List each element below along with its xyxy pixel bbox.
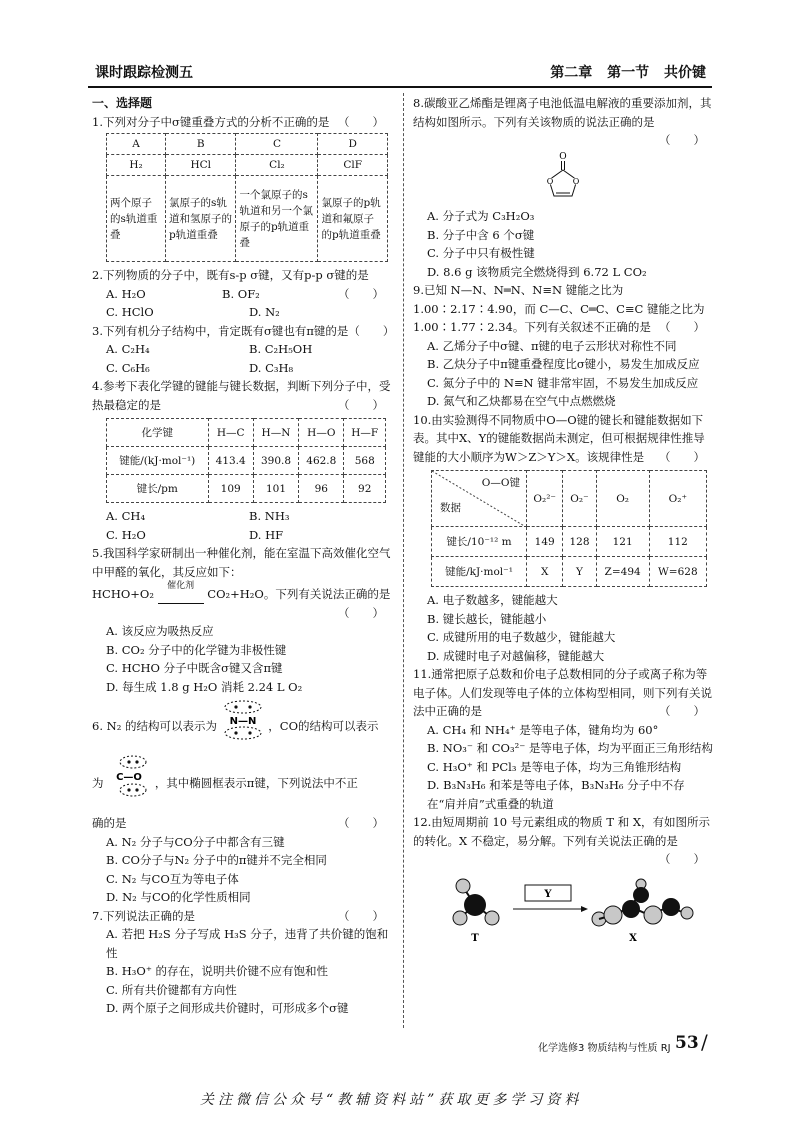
q9-option: C. 氮分子中的 N≡N 键非常牢固，不易发生加成反应 xyxy=(427,375,699,390)
q4-table xyxy=(106,418,386,503)
q7-stem: 7.下列说法正确的是 xyxy=(92,908,195,923)
q10-stem: 10.由实验测得不同物质中O—O键的键长和键能数据如下表。其中X、Y的键能数据尚未测定，但可根据规律性推导键能的大小顺序为W＞Z＞Y＞X。该规律性是 xyxy=(413,412,705,464)
q4-option: D. HF xyxy=(249,527,284,542)
reaction-diagram xyxy=(413,854,713,954)
q4-option: A. CH₄ xyxy=(106,509,146,523)
section-title: 一、选择题 xyxy=(92,96,153,110)
q4-energy: 413.4 xyxy=(208,447,253,475)
q4-length: 96 xyxy=(299,475,344,503)
q1-desc: 一个氯原子的s轨道和另一个氯原子的p轨道重叠 xyxy=(236,176,318,262)
q3-option: B. C₂H₅OH xyxy=(249,342,313,356)
left-column xyxy=(92,94,395,1018)
header-right: 第二章 第一节 共价键 xyxy=(550,65,706,81)
question-9 xyxy=(413,281,713,411)
q2-option: C. HClO xyxy=(106,305,154,319)
q8-option: D. 8.6 g 该物质完全燃烧得到 6.72 L CO₂ xyxy=(427,264,647,279)
question-5 xyxy=(92,544,392,696)
q6-paren: （ ） xyxy=(338,816,384,830)
q7-option: C. 所有共价键都有方向性 xyxy=(106,982,237,997)
q11-stem: 11.通常把原子总数和价电子总数相同的分子或离子称为等电子体。人们发现等电子体的立体构型相同，则下列有关说法中正确的是 xyxy=(413,667,712,718)
q1-col: C xyxy=(236,134,318,155)
q10-length-label: 键长/10⁻¹² m xyxy=(432,527,527,557)
column-divider xyxy=(403,93,404,1028)
book-title: 化学选修3 物质结构与性质 RJ xyxy=(538,1043,671,1054)
q6-option: B. CO分子与N₂ 分子中的π键并不完全相同 xyxy=(106,853,327,867)
q10-paren: （ ） xyxy=(659,449,705,464)
q8-option: A. 分子式为 C₃H₂O₃ xyxy=(427,209,535,223)
question-10 xyxy=(413,411,713,666)
q10-diag-bottom: 数据 xyxy=(440,502,461,514)
co-structure xyxy=(107,754,151,814)
q7-option: B. H₃O⁺ 的存在，说明共价键不应有饱和性 xyxy=(106,964,329,978)
q1-mol: ClF xyxy=(318,155,388,176)
q12-paren: （ ） xyxy=(659,852,705,866)
q1-table xyxy=(106,133,388,262)
q7-paren: （ ） xyxy=(338,908,384,923)
q5-eq-right: CO₂+H₂O。下列有关说法正确的是 xyxy=(207,587,391,601)
q5-stem: 5.我国科学家研制出一种催化剂，能在室温下高效催化空气中甲醛的氧化，其反应如下： xyxy=(92,546,391,579)
question-11 xyxy=(413,665,713,813)
q8-stem: 8.碳酸亚乙烯酯是锂离子电池低温电解液的重要添加剂，其结构如图所示。下列有关该物质的说法正确的是 xyxy=(413,96,712,129)
q10-length: 121 xyxy=(596,527,649,557)
q1-desc: 氯原子的p轨道和氟原子的p轨道重叠 xyxy=(318,176,388,262)
carbonyl-o-label: O xyxy=(559,151,567,162)
q4-length: 101 xyxy=(253,475,298,503)
q4-energy: 568 xyxy=(344,447,386,475)
q1-desc: 两个原子的s轨道重叠 xyxy=(107,176,166,262)
vinylene-carbonate-structure xyxy=(413,150,713,208)
q10-option: D. 成键时电子对越偏移，键能越大 xyxy=(427,648,605,663)
q7-option: D. 两个原子之间形成共价键时，可形成多个σ键 xyxy=(106,1001,349,1015)
q12-stem: 12.由短周期前 10 号元素组成的物质 T 和 X，有如图所示的转化。X 不稳定，易分解。下列有关说法正确的是 xyxy=(413,815,711,848)
q11-paren: （ ） xyxy=(659,704,705,718)
q4-header: H—F xyxy=(344,419,386,447)
n2-structure-diagram xyxy=(221,700,265,740)
q10-energy-label: 键能/kJ·mol⁻¹ xyxy=(432,557,527,587)
q1-stem: 1.下列对分子中σ键重叠方式的分析不正确的是 xyxy=(92,114,330,129)
page-slash-mark: / xyxy=(701,1030,708,1054)
q2-paren: （ ） xyxy=(338,286,384,301)
x-label: X xyxy=(629,932,637,944)
q2-option: B. OF₂ xyxy=(222,286,260,301)
q10-header: O₂²⁻ xyxy=(527,471,563,527)
q9-paren: （ ） xyxy=(659,320,705,334)
q5-option: B. CO₂ 分子中的化学键为非极性键 xyxy=(106,642,287,657)
q10-option: C. 成键所用的电子数越少，键能越大 xyxy=(427,630,616,644)
q5-catalyst: 催化剂 xyxy=(167,580,195,591)
q4-option: C. H₂O xyxy=(106,527,146,542)
q8-paren: （ ） xyxy=(659,133,705,147)
q10-length: 128 xyxy=(563,527,596,557)
q3-option: C. C₆H₆ xyxy=(106,360,150,375)
q9-stem: 9.已知 N—N、N═N、N≡N 键能之比为 1.00∶2.17∶4.90，而 C—C、C═C、C≡C 键能之比为 1.00∶1.77∶2.34。下列有关叙述不正确的是 xyxy=(413,283,705,334)
q10-header: O₂⁻ xyxy=(563,471,596,527)
q9-option: B. 乙炔分子中π键重叠程度比σ键小，易发生加成反应 xyxy=(427,357,700,371)
q3-option: A. C₂H₄ xyxy=(106,342,150,356)
q8-option: B. 分子中含 6 个σ键 xyxy=(427,227,535,242)
q1-col: A xyxy=(107,134,166,155)
q4-stem: 4.参考下表化学键的键能与键长数据，判断下列分子中，受热最稳定的是 xyxy=(92,379,391,412)
q10-header: O₂⁺ xyxy=(649,471,706,527)
q10-energy: Z=494 xyxy=(596,557,649,587)
vinylene-carbonate-diagram xyxy=(533,150,593,202)
q4-length-label: 键长/pm xyxy=(107,475,209,503)
right-column xyxy=(413,94,713,954)
q5-option: A. 该反应为吸热反应 xyxy=(106,624,214,638)
question-7 xyxy=(92,907,392,1018)
q9-option: A. 乙烯分子中σ键、π键的电子云形状对称性不同 xyxy=(427,338,677,353)
q11-option: A. CH₄ 和 NH₄⁺ 是等电子体，键角均为 60° xyxy=(427,722,659,737)
q6-stem-e: 确的是 xyxy=(92,816,127,830)
question-6 xyxy=(92,700,392,907)
arrow-label: Y xyxy=(544,888,552,900)
q10-length: 149 xyxy=(527,527,563,557)
q7-option: A. 若把 H₂S 分子写成 H₃S 分子，违背了共价键的饱和性 xyxy=(106,927,389,960)
q4-header: H—O xyxy=(299,419,344,447)
q4-length: 109 xyxy=(208,475,253,503)
q10-option: A. 电子数越多，键能越大 xyxy=(427,593,558,607)
q4-energy: 390.8 xyxy=(253,447,298,475)
q6-option: D. N₂ 与CO的化学性质相同 xyxy=(106,890,251,904)
question-1 xyxy=(92,113,392,263)
q5-paren: （ ） xyxy=(338,605,384,620)
q6-option: A. N₂ 分子与CO分子中都含有三键 xyxy=(106,834,285,849)
q1-desc: 氯原子的s轨道和氢原子的p轨道重叠 xyxy=(166,176,236,262)
q6-option: C. N₂ 与CO互为等电子体 xyxy=(106,871,239,886)
question-3 xyxy=(92,322,395,378)
q10-energy: X xyxy=(527,557,563,587)
q6-stem-b: ，CO的结构可以表示 xyxy=(268,719,379,733)
page-number: 53 xyxy=(675,1033,699,1053)
q6-stem-d: ，其中椭圆框表示π键，下列说法中不正 xyxy=(154,776,358,790)
q2-option: D. N₂ xyxy=(249,305,280,319)
q1-paren: （ ） xyxy=(338,114,384,129)
q6-stem-c: 为 xyxy=(92,776,104,790)
q1-mol: HCl xyxy=(166,155,236,176)
q1-col: D xyxy=(318,134,388,155)
q4-length: 92 xyxy=(344,475,386,503)
q1-mol: H₂ xyxy=(107,155,166,176)
q6-stem-a: 6. N₂ 的结构可以表示为 xyxy=(92,719,217,733)
t-label: T xyxy=(471,932,479,944)
question-2 xyxy=(92,266,392,322)
q5-option: D. 每生成 1.8 g H₂O 消耗 2.24 L O₂ xyxy=(106,679,303,694)
footer-note: 关注微信公众号“教辅资料站”获取更多学习资料 xyxy=(200,1092,583,1108)
q10-table xyxy=(431,470,707,587)
q4-header: H—N xyxy=(253,419,298,447)
q11-option: C. H₃O⁺ 和 PCl₃ 是等电子体，均为三角锥形结构 xyxy=(427,759,682,774)
q10-energy: W=628 xyxy=(649,557,706,587)
ring-o-label: O xyxy=(572,176,580,186)
q1-col: B xyxy=(166,134,236,155)
q1-mol: Cl₂ xyxy=(236,155,318,176)
q4-header: 化学键 xyxy=(107,419,209,447)
q10-header: O₂ xyxy=(596,471,649,527)
n2-structure xyxy=(221,700,265,754)
q2-option: A. H₂O xyxy=(106,286,146,301)
question-4 xyxy=(92,377,392,544)
q3-stem: 3.下列有机分子结构中，肯定既有σ键也有π键的是（ ） xyxy=(92,323,395,338)
q11-option: B. NO₃⁻ 和 CO₃²⁻ 是等电子体，均为平面正三角形结构 xyxy=(427,741,713,755)
ring-o-label: O xyxy=(546,176,554,186)
header-rule xyxy=(88,86,712,88)
q4-header: H—C xyxy=(208,419,253,447)
co-structure-diagram xyxy=(107,754,151,798)
co-label: C—O xyxy=(116,772,143,783)
q11-option: D. B₃N₃H₆ 和苯是等电子体，B₃N₃H₆ 分子中不存在“肩并肩”式重叠的轨道 xyxy=(427,778,685,811)
q4-energy: 462.8 xyxy=(299,447,344,475)
q4-option: B. NH₃ xyxy=(249,509,290,523)
q5-option: C. HCHO 分子中既含σ键又含π键 xyxy=(106,661,283,675)
q10-energy: Y xyxy=(563,557,596,587)
q8-option: C. 分子中只有极性键 xyxy=(427,246,535,260)
q4-energy-label: 键能/(kJ·mol⁻¹) xyxy=(107,447,209,475)
n2-label: N—N xyxy=(229,716,256,727)
q9-option: D. 氮气和乙炔都易在空气中点燃燃烧 xyxy=(427,394,616,408)
q5-eq-left: HCHO+O₂ xyxy=(92,587,154,601)
q10-option: B. 键长越长，键能越小 xyxy=(427,611,547,626)
question-8 xyxy=(413,94,713,281)
q10-diag-top: O—O键 xyxy=(481,477,520,489)
q3-option: D. C₃H₈ xyxy=(249,360,294,375)
q4-paren: （ ） xyxy=(338,397,384,412)
reaction-arrow xyxy=(158,580,204,604)
q10-length: 112 xyxy=(649,527,706,557)
header-left: 课时跟踪检测五 xyxy=(95,65,193,81)
q2-stem: 2.下列物质的分子中，既有s-p σ键，又有p-p σ键的是 xyxy=(92,268,369,282)
question-12 xyxy=(413,813,713,954)
t-to-x-diagram xyxy=(413,869,703,949)
q10-corner xyxy=(432,471,527,527)
